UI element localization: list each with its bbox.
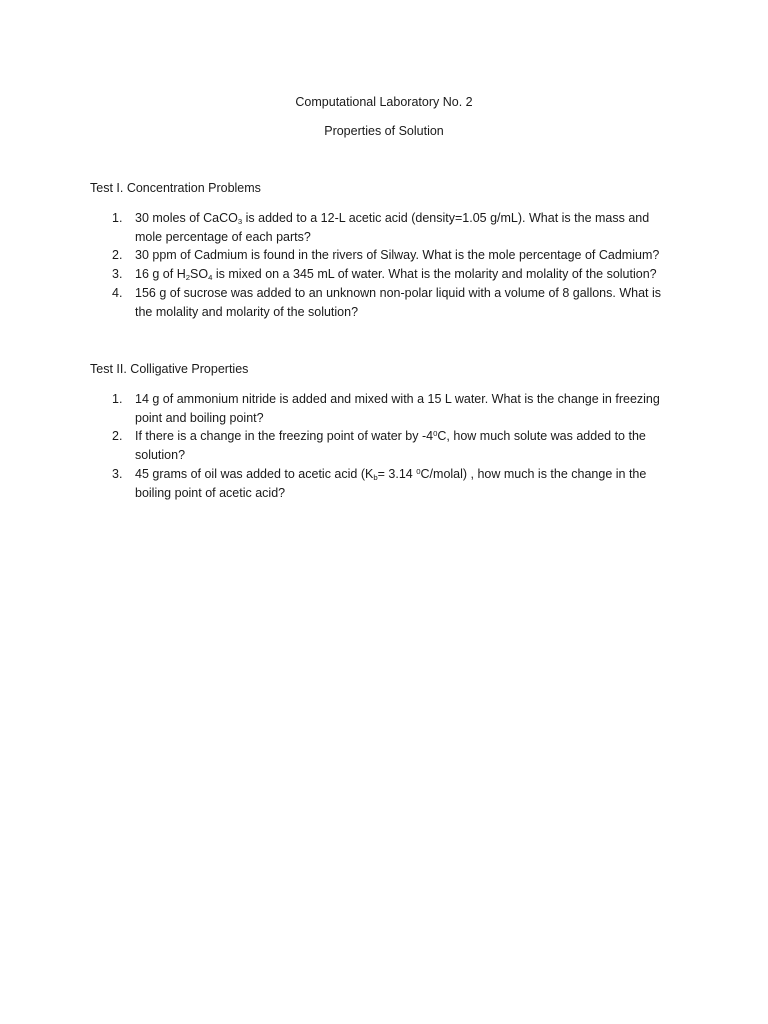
problem-text: 16 g of $H_2SO_4$ is mixed on a 345 mL of water. What is the molarity and molality of the solution? xyxy=(135,267,657,283)
test-2-problem-list xyxy=(90,390,690,502)
test-1-section xyxy=(90,179,690,321)
test-2-section xyxy=(90,360,690,502)
problem-number: 2. xyxy=(112,429,123,444)
document-title: Computational Laboratory No. 2 xyxy=(295,95,473,109)
problem-item xyxy=(90,265,675,284)
test-1-problem-list xyxy=(90,209,690,321)
problem-number: 1. xyxy=(112,211,123,225)
problem-text: 14 g of ammonium nitride is added and mixed with a 15 L water. What is the change in freezing point and boiling point? xyxy=(135,392,660,425)
problem-item xyxy=(90,284,675,321)
problem-number: 4. xyxy=(112,285,123,300)
problem-text: 45 grams of oil was added to acetic acid ($K_b= 3.14$ $^0$C/molal) , how much is the change in the boiling point of acetic acid? xyxy=(135,466,647,500)
test-2-heading: Test II. Colligative Properties xyxy=(90,362,249,376)
problem-number: 3. xyxy=(112,466,123,481)
problem-number: 2. xyxy=(112,248,123,263)
problem-text: 30 moles of CaCO$_3$ is added to a 12-L acetic acid (density=1.05 g/mL). What is the mass and mole percentage of each parts? xyxy=(135,211,650,244)
document-subtitle: Properties of Solution xyxy=(324,124,444,138)
problem-number: 3. xyxy=(112,267,123,282)
problem-text: If there is a change in the freezing point of water by $-4^0C$, how much solute was added to the solution? xyxy=(135,429,646,463)
problem-item xyxy=(90,427,675,464)
problem-item xyxy=(90,465,675,502)
problem-item xyxy=(90,246,675,265)
problem-text: 30 ppm of Cadmium is found in the rivers of Silway. What is the mole percentage of Cadmium? xyxy=(135,248,660,263)
problem-item xyxy=(90,390,675,427)
problem-number: 1. xyxy=(112,392,123,406)
problem-item xyxy=(90,209,675,246)
problem-text: 156 g of sucrose was added to an unknown non-polar liquid with a volume of 8 gallons. What is the molality and molarity of the solution? xyxy=(135,285,662,319)
test-1-heading: Test I. Concentration Problems xyxy=(90,181,261,195)
